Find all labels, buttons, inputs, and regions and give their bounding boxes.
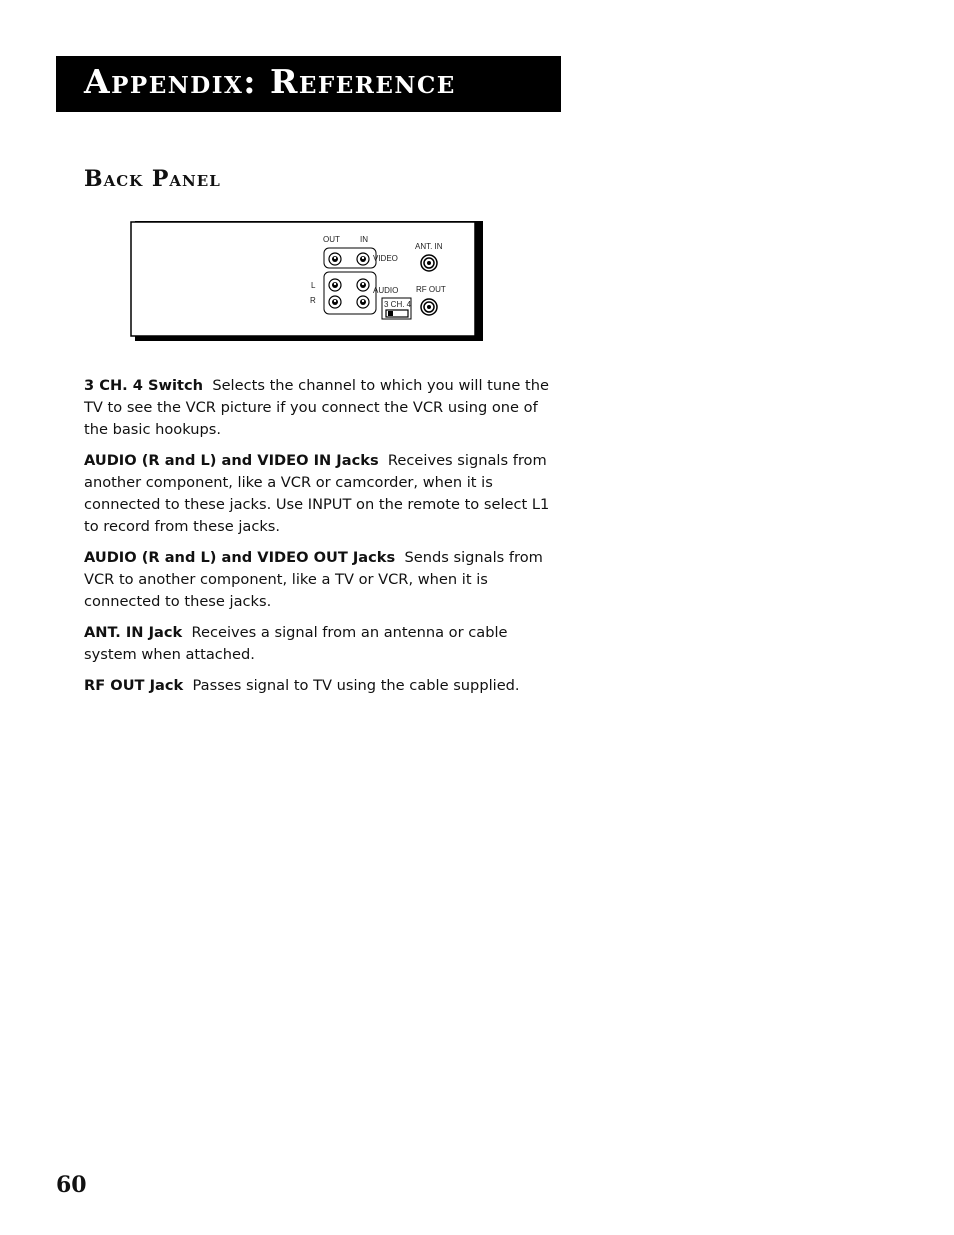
desc-text: Receives signals from another component, like a VCR or camcorder, when it is connected to these jacks. Use INPUT on the remote to select L1 to record from these jacks.	[84, 452, 550, 535]
desc-av-out-jacks	[84, 547, 564, 613]
audio-in-l-jack	[357, 279, 369, 291]
desc-text: Passes signal to TV using the cable supplied.	[192, 677, 520, 694]
header-bar	[56, 56, 561, 112]
desc-av-in-jacks	[84, 450, 564, 538]
video-out-jack	[329, 253, 341, 265]
page-header-title: Appendix: Reference	[84, 62, 456, 101]
description-list	[84, 375, 564, 706]
desc-term: RF OUT Jack	[84, 677, 184, 694]
label-out: OUT	[323, 235, 340, 244]
label-switch: 3 CH. 4	[384, 300, 412, 309]
desc-ant-in-jack	[84, 622, 564, 666]
desc-rf-out-jack	[84, 675, 564, 697]
section-title: Back Panel	[84, 166, 221, 192]
label-audio: AUDIO	[373, 286, 399, 295]
desc-text: Sends signals from VCR to another component, like a TV or VCR, when it is connected to these jacks.	[84, 549, 543, 610]
label-r: R	[310, 296, 316, 305]
label-l: L	[311, 281, 316, 290]
audio-out-l-jack	[329, 279, 341, 291]
desc-term: ANT. IN Jack	[84, 624, 183, 641]
desc-term: AUDIO (R and L) and VIDEO IN Jacks	[84, 452, 379, 469]
desc-term: 3 CH. 4 Switch	[84, 377, 204, 394]
desc-term: AUDIO (R and L) and VIDEO OUT Jacks	[84, 549, 396, 566]
audio-in-r-jack	[357, 296, 369, 308]
rf-out-jack	[421, 299, 437, 315]
panel-outline	[131, 222, 475, 336]
ant-in-jack	[421, 255, 437, 271]
label-rf-out: RF OUT	[416, 285, 446, 294]
channel-switch	[386, 310, 408, 317]
audio-out-r-jack	[329, 296, 341, 308]
back-panel-diagram	[130, 221, 483, 341]
label-in: IN	[360, 235, 368, 244]
desc-text: Receives a signal from an antenna or cable system when attached.	[84, 624, 508, 663]
page-number: 60	[56, 1172, 87, 1198]
label-video: VIDEO	[373, 254, 398, 263]
label-ant-in: ANT. IN	[415, 242, 443, 251]
desc-text: Selects the channel to which you will tune the TV to see the VCR picture if you connect the VCR using one of the basic hookups.	[84, 377, 549, 438]
video-in-jack	[357, 253, 369, 265]
desc-channel-switch	[84, 375, 564, 441]
back-panel-svg	[130, 221, 483, 341]
